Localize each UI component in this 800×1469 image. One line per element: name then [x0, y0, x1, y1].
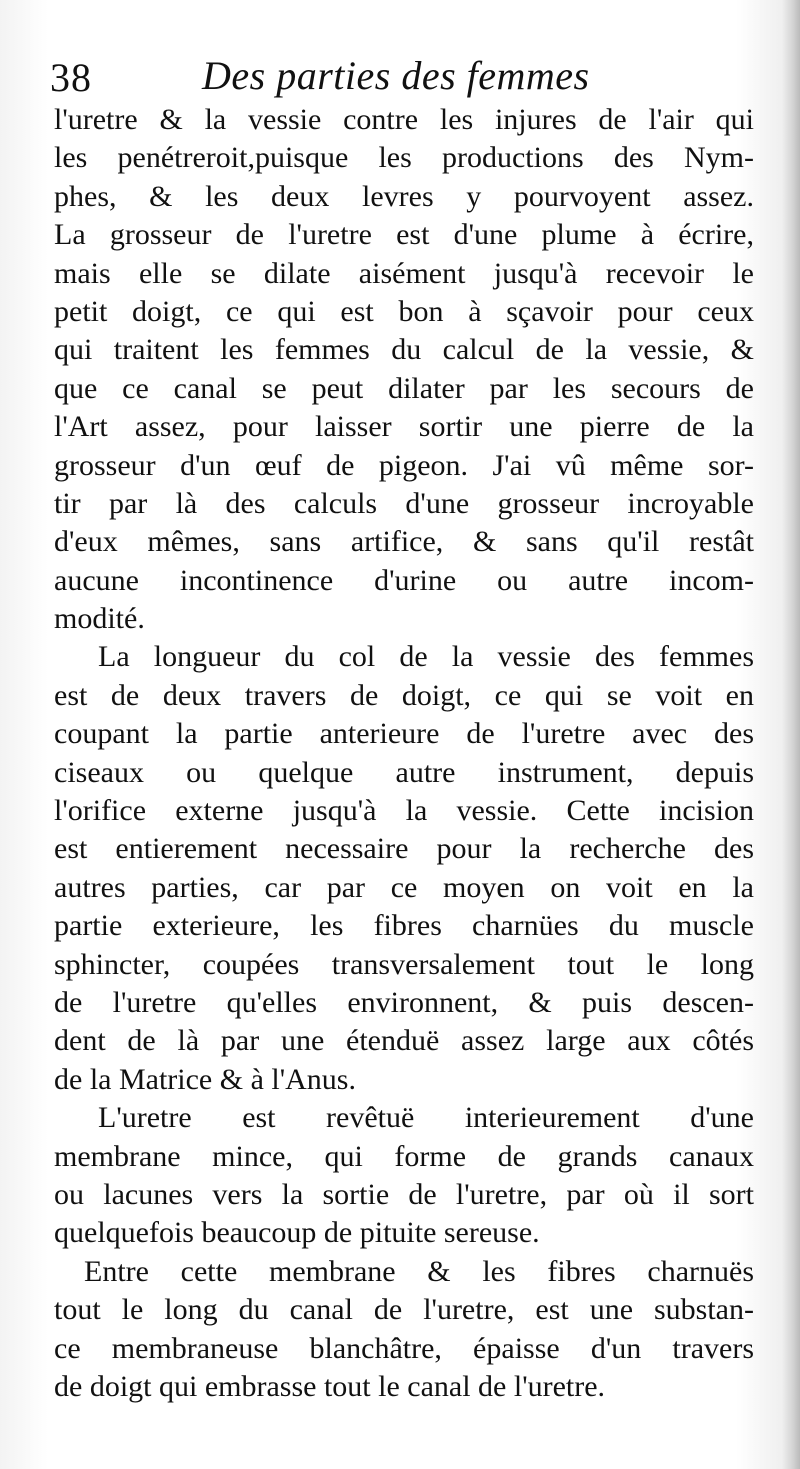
text-line: dent de là par une étenduë assez large aux côtés	[54, 1024, 754, 1058]
text-line: sphincter, coupées transversalement tout le long	[54, 947, 754, 981]
page-edge-shadow	[782, 0, 800, 1469]
text-line: d'eux mêmes, sans artifice, & sans qu'il restât	[54, 525, 754, 559]
text-line: de l'uretre qu'elles environnent, & puis descen-	[54, 985, 754, 1019]
running-title: Des parties des femmes	[202, 53, 590, 98]
text-line: de la Matrice & à l'Anus.	[54, 1062, 356, 1096]
body-text	[54, 101, 754, 1406]
text-line: partie exterieure, les fibres charnües du muscle	[54, 909, 754, 943]
text-line: est de deux travers de doigt, ce qui se voit en	[54, 678, 754, 712]
text-line: La longueur du col de la vessie des femmes	[98, 640, 754, 674]
text-line: que ce canal se peut dilater par les secours de	[54, 371, 754, 405]
text-line: tout le long du canal de l'uretre, est une substan-	[54, 1293, 754, 1327]
text-line: aucune incontinence d'urine ou autre incom-	[54, 563, 754, 597]
text-line: membrane mince, qui forme de grands canaux	[54, 1139, 754, 1173]
text-line: qui traitent les femmes du calcul de la vessie, &	[54, 333, 754, 367]
text-line: grosseur d'un œuf de pigeon. J'ai vû même sor-	[54, 448, 754, 482]
text-line: autres parties, car par ce moyen on voit en la	[54, 870, 754, 904]
text-line: l'orifice externe jusqu'à la vessie. Cette incision	[54, 794, 754, 828]
text-line: mais elle se dilate aisément jusqu'à recevoir le	[54, 256, 754, 290]
text-line: est entierement necessaire pour la recherche des	[54, 832, 754, 866]
text-line: modité.	[54, 602, 145, 636]
text-line: petit doigt, ce qui est bon à sçavoir pour ceux	[54, 294, 754, 328]
text-line: phes, & les deux levres y pourvoyent assez.	[54, 179, 754, 213]
text-line: l'uretre & la vessie contre les injures de l'air qui	[54, 103, 754, 136]
text-line: coupant la partie anterieure de l'uretre avec des	[54, 717, 754, 751]
text-line: ciseaux ou quelque autre instrument, depuis	[54, 755, 754, 789]
text-line: les penétreroit,puisque les productions des Nym-	[54, 141, 754, 175]
text-line: La grosseur de l'uretre est d'une plume à écrire,	[54, 218, 754, 252]
text-line: l'Art assez, pour laisser sortir une pierre de la	[54, 410, 754, 444]
text-line: ce membraneuse blanchâtre, épaisse d'un travers	[54, 1331, 754, 1365]
page-number: 38	[50, 55, 92, 100]
text-line: Entre cette membrane & les fibres charnuës	[84, 1254, 754, 1288]
text-line: L'uretre est revêtuë interieurement d'une	[98, 1101, 754, 1135]
text-line: tir par là des calculs d'une grosseur incroyable	[54, 486, 754, 520]
text-line: de doigt qui embrasse tout le canal de l'uretre.	[54, 1369, 606, 1403]
text-line: ou lacunes vers la sortie de l'uretre, par où il sort	[54, 1177, 754, 1211]
text-line: quelquefois beaucoup de pituite sereuse.	[54, 1216, 540, 1250]
